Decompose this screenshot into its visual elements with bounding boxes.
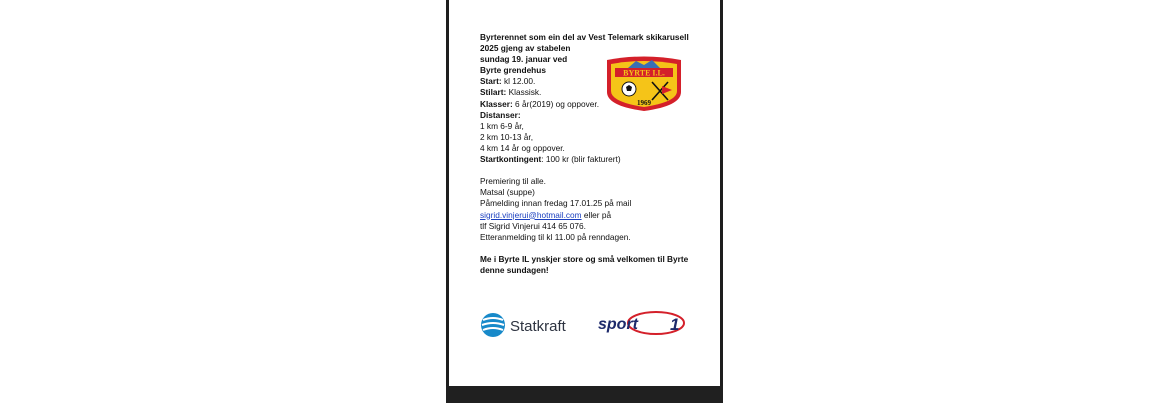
- closing-line-1: Me i Byrte IL ynskjer store og små velkomen til Byrte: [480, 253, 689, 264]
- phone-line: tlf Sigrid Vinjerui 414 65 076.: [480, 220, 586, 231]
- fee-line: [480, 154, 716, 165]
- closing-line-2: denne sundagen!: [480, 264, 549, 275]
- crest-name: BYRTE I.L.: [623, 68, 665, 78]
- fee-label: Startkontingent: [480, 154, 542, 165]
- info-line-1: Premiering til alle.: [480, 176, 546, 187]
- byrte-il-crest-logo: [604, 56, 684, 112]
- intro-line-3: sundag 19. januar ved: [480, 54, 568, 65]
- intro-line-1: Byrterennet som ein del av Vest Telemark skikarusell: [480, 32, 689, 42]
- crest-year: 1969: [637, 99, 651, 107]
- style-label: Stilart:: [480, 87, 507, 98]
- style-value: Klassisk.: [506, 87, 542, 98]
- distance-line-2: 2 km 10-13 år,: [480, 131, 534, 142]
- sport1-wordmark: sport: [598, 316, 638, 333]
- statkraft-wordmark: Statkraft: [510, 318, 566, 335]
- spacer: [480, 165, 716, 176]
- intro-line-4: Byrte grendehus: [480, 65, 546, 76]
- poster-page: [449, 0, 720, 386]
- info-line-3: Påmelding innan fredag 17.01.25 på mail: [480, 198, 632, 209]
- sport1-logo: [596, 309, 688, 339]
- fee-value: : 100 kr (blir fakturert): [541, 154, 621, 165]
- email-line: [480, 210, 716, 221]
- distance-line-1: 1 km 6-9 år,: [480, 120, 524, 131]
- info-line-2: Matsal (suppe): [480, 187, 535, 198]
- classes-value: 6 år(2019) og oppover.: [512, 98, 600, 109]
- late-registration-line: Etteranmelding til kl 11.00 på renndagen.: [480, 231, 631, 242]
- statkraft-logo: [481, 311, 581, 339]
- email-suffix: eller på: [581, 209, 612, 220]
- classes-label: Klasser:: [480, 98, 513, 109]
- start-value: kl 12.00.: [501, 76, 536, 87]
- intro-line-2: 2025 gjeng av stabelen: [480, 43, 571, 54]
- start-label: Start:: [480, 76, 502, 87]
- spacer: [480, 243, 716, 254]
- viewer-bottom-bar: [446, 386, 723, 403]
- distance-line-3: 4 km 14 år og oppover.: [480, 142, 565, 153]
- viewer-frame-right: [720, 0, 723, 403]
- distances-label: Distanser:: [480, 109, 521, 120]
- sport1-number: 1: [670, 315, 680, 334]
- email-link[interactable]: sigrid.vinjerui@hotmail.com: [480, 209, 582, 220]
